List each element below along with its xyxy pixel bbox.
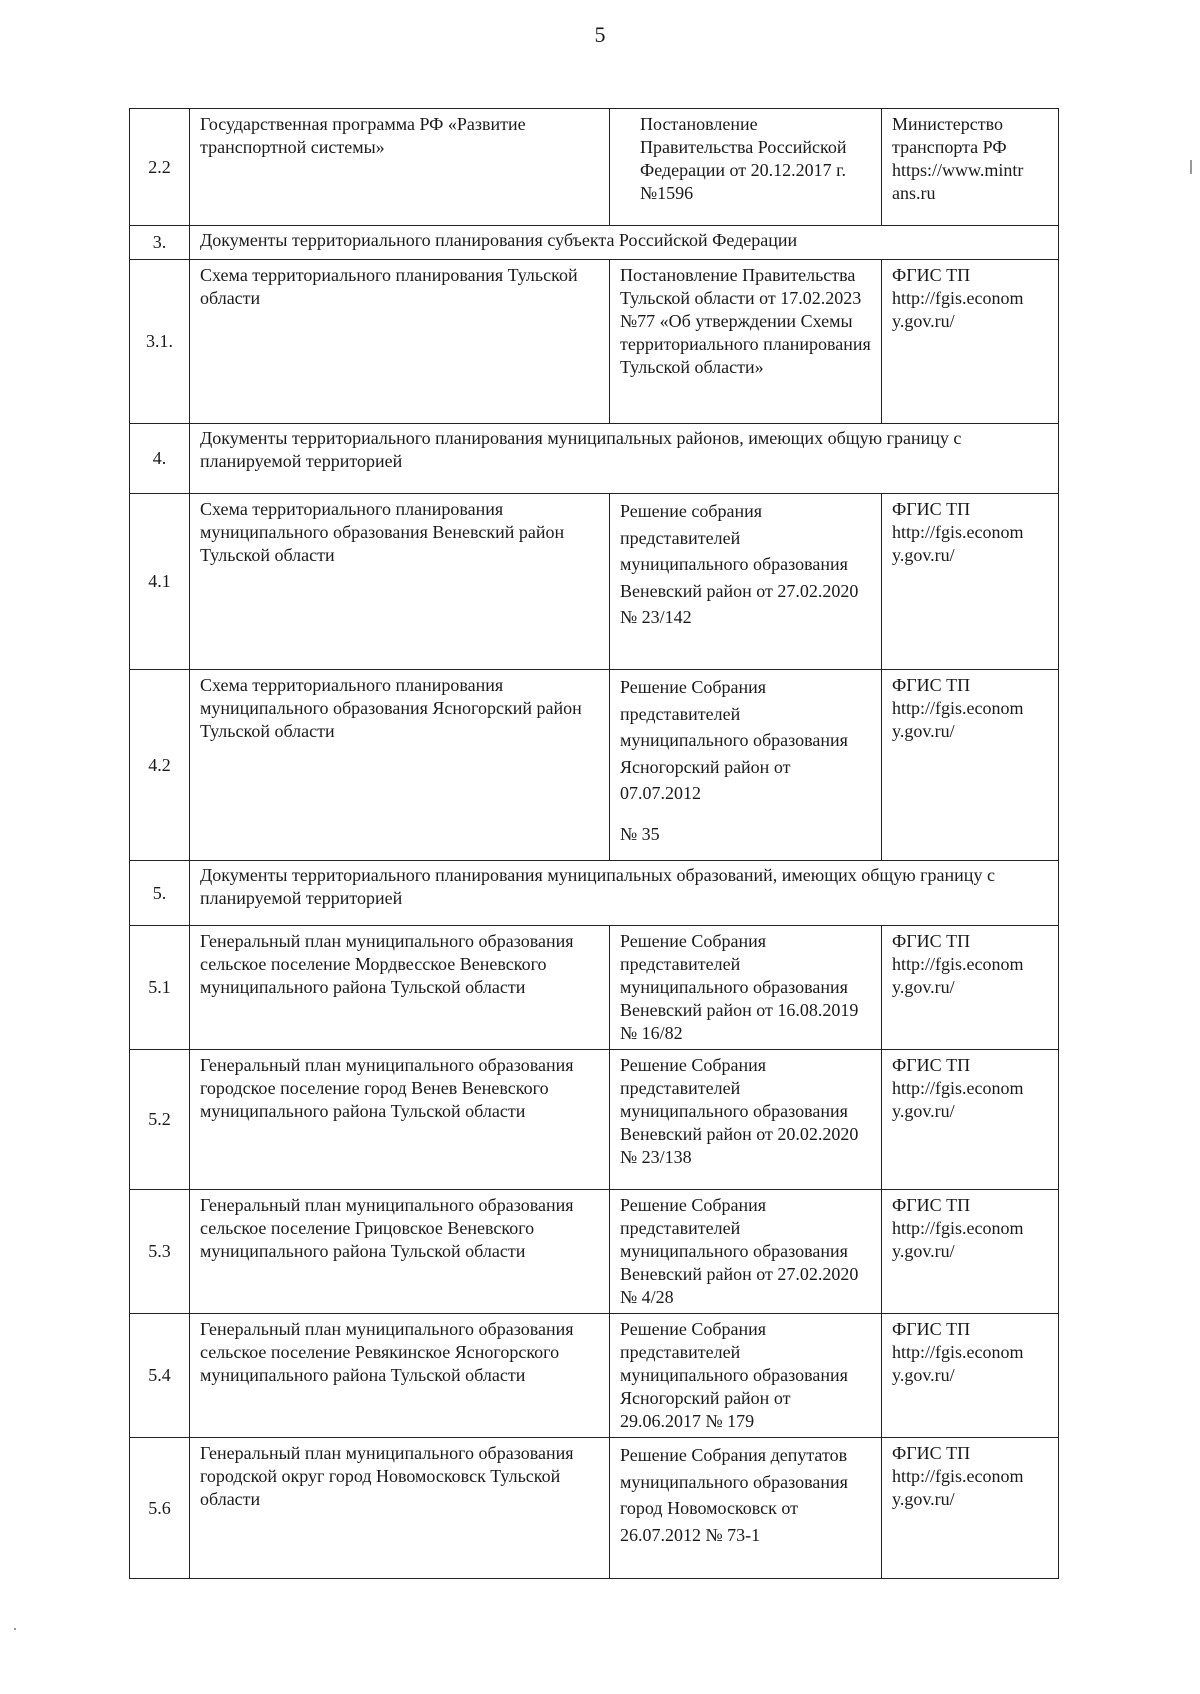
table-row (130, 1190, 1059, 1314)
document-name: Генеральный план муниципального образования городское поселение город Венев Веневского муниципального района Тульской области (190, 1050, 610, 1190)
row-number: 5.4 (130, 1314, 190, 1438)
document-name: Генеральный план муниципального образования городской округ город Новомосковск Тульской области (190, 1438, 610, 1579)
document-name: Схема территориального планирования Тульской области (190, 260, 610, 424)
scan-mark (1190, 160, 1192, 174)
row-number: 5.1 (130, 926, 190, 1050)
source-cell (882, 926, 1059, 1050)
source-line: http://fgis.econom (892, 1342, 1024, 1362)
row-number: 5.3 (130, 1190, 190, 1314)
table-row (130, 926, 1059, 1050)
document-name: Государственная программа РФ «Развитие транспортной системы» (190, 109, 610, 226)
approval-document-number: № 35 (620, 823, 660, 844)
approval-document: Решение Собрания представителей муниципального образования Ясногорский район от 07.07.2012 (620, 677, 848, 803)
section-number: 3. (130, 226, 190, 260)
approval-document-cell (610, 670, 882, 861)
source-line: ФГИС ТП (892, 1319, 971, 1339)
source-line: http://fgis.econom (892, 288, 1024, 308)
source-line: ФГИС ТП (892, 1195, 971, 1215)
row-number: 5.2 (130, 1050, 190, 1190)
table-row (130, 670, 1059, 861)
document-name: Схема территориального планирования муниципального образования Ясногорский район Тульской области (190, 670, 610, 861)
source-line: y.gov.ru/ (892, 1365, 955, 1385)
document-name: Генеральный план муниципального образования сельское поселение Мордвесское Веневского муниципального района Тульской области (190, 926, 610, 1050)
approval-document: Решение собрания представителей муниципального образования Веневский район от 27.02.2020 № 23/142 (610, 494, 882, 670)
approval-document: Решение Собрания депутатов муниципального образования город Новомосковск от 26.07.2012 № 73-1 (610, 1438, 882, 1579)
documents-table (129, 108, 1059, 1579)
source-line: http://fgis.econom (892, 1078, 1024, 1098)
source-line: ФГИС ТП (892, 265, 971, 285)
source-cell (882, 109, 1059, 226)
source-line: ФГИС ТП (892, 931, 971, 951)
source-line: http://fgis.econom (892, 1218, 1024, 1238)
source-line: y.gov.ru/ (892, 1241, 955, 1261)
source-line: транспорта РФ (892, 137, 1007, 157)
row-number: 4.1 (130, 494, 190, 670)
source-line: y.gov.ru/ (892, 721, 955, 741)
source-cell (882, 260, 1059, 424)
source-line: y.gov.ru/ (892, 1101, 955, 1121)
source-line: ФГИС ТП (892, 1443, 971, 1463)
source-cell (882, 670, 1059, 861)
approval-document: Решение Собрания представителей муниципального образования Веневский район от 20.02.2020 № 23/138 (610, 1050, 882, 1190)
section-number: 4. (130, 424, 190, 494)
table-row (130, 494, 1059, 670)
section-number: 5. (130, 861, 190, 926)
approval-document: Решение Собрания представителей муниципального образования Веневский район от 27.02.2020 № 4/28 (610, 1190, 882, 1314)
source-cell (882, 1314, 1059, 1438)
row-number: 5.6 (130, 1438, 190, 1579)
table-row (130, 1050, 1059, 1190)
source-line: ans.ru (892, 183, 936, 203)
section-title: Документы территориального планирования муниципальных образований, имеющих общую границу с планируемой территорией (190, 861, 1059, 926)
section-title: Документы территориального планирования субъекта Российской Федерации (190, 226, 1059, 260)
row-number: 4.2 (130, 670, 190, 861)
source-cell (882, 1190, 1059, 1314)
section-row (130, 861, 1059, 926)
source-line: y.gov.ru/ (892, 545, 955, 565)
approval-document: Решение Собрания представителей муниципального образования Веневский район от 16.08.2019 № 16/82 (610, 926, 882, 1050)
source-line: https://www.mintr (892, 160, 1024, 180)
document-name: Генеральный план муниципального образования сельское поселение Грицовское Веневского муниципального района Тульской области (190, 1190, 610, 1314)
table-row (130, 1314, 1059, 1438)
table-row (130, 1438, 1059, 1579)
source-line: http://fgis.econom (892, 1466, 1024, 1486)
section-row (130, 226, 1059, 260)
approval-document: Решение Собрания представителей муниципального образования Ясногорский район от 29.06.2017 № 179 (610, 1314, 882, 1438)
source-line: http://fgis.econom (892, 698, 1024, 718)
section-row (130, 424, 1059, 494)
source-line: http://fgis.econom (892, 522, 1024, 542)
source-line: ФГИС ТП (892, 1055, 971, 1075)
source-cell (882, 1438, 1059, 1579)
source-line: y.gov.ru/ (892, 1489, 955, 1509)
table-row (130, 260, 1059, 424)
source-line: Министерство (892, 114, 1003, 134)
document-name: Генеральный план муниципального образования сельское поселение Ревякинское Ясногорского муниципального района Тульской области (190, 1314, 610, 1438)
source-line: y.gov.ru/ (892, 311, 955, 331)
page-number: 5 (594, 22, 606, 47)
source-line: ФГИС ТП (892, 499, 971, 519)
scan-mark (14, 1628, 16, 1630)
source-cell (882, 494, 1059, 670)
section-title: Документы территориального планирования муниципальных районов, имеющих общую границу с планируемой территорией (190, 424, 1059, 494)
row-number: 2.2 (130, 109, 190, 226)
row-number: 3.1. (130, 260, 190, 424)
source-line: http://fgis.econom (892, 954, 1024, 974)
source-line: ФГИС ТП (892, 675, 971, 695)
approval-document: Постановление Правительства Тульской области от 17.02.2023 №77 «Об утверждении Схемы территориального планирования Тульской области» (610, 260, 882, 424)
table-row (130, 109, 1059, 226)
document-name: Схема территориального планирования муниципального образования Веневский район Тульской области (190, 494, 610, 670)
source-cell (882, 1050, 1059, 1190)
approval-document: Постановление Правительства Российской Федерации от 20.12.2017 г. №1596 (610, 109, 882, 226)
source-line: y.gov.ru/ (892, 977, 955, 997)
